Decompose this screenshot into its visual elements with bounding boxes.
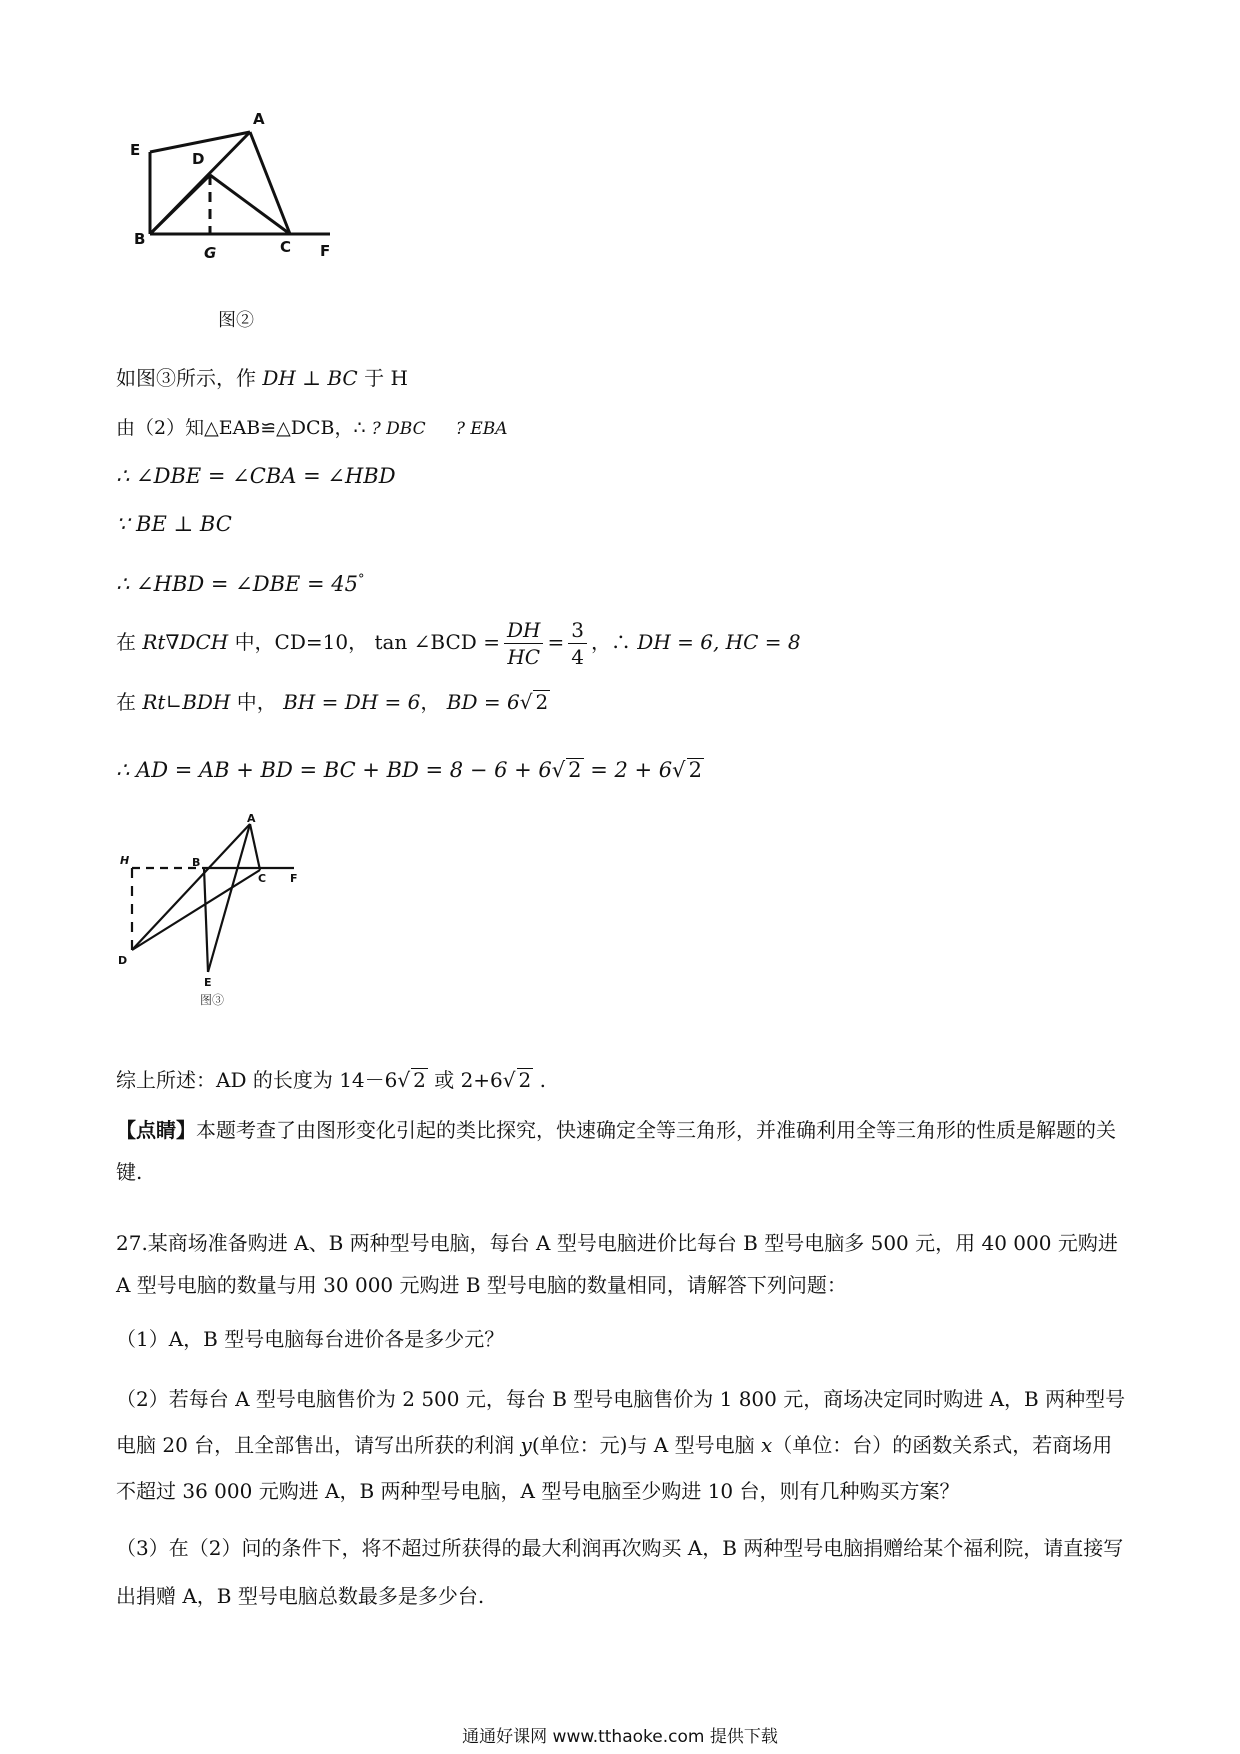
fig3-label-e: E bbox=[204, 976, 212, 989]
solution-line-2: 由（2）知△EAB≌△DCB，∴ ? DBC ? EBA bbox=[116, 417, 508, 439]
figure-2 bbox=[120, 110, 350, 270]
sqrt-sign: √ bbox=[502, 1068, 516, 1092]
fig2-label-a: A bbox=[253, 110, 265, 128]
fig2-label-d: D bbox=[192, 150, 205, 168]
fig2-caption: 图② bbox=[218, 310, 254, 331]
fig3-label-h: H bbox=[120, 854, 130, 867]
sqrt-sign: √ bbox=[519, 690, 533, 714]
sqrt-sign: √ bbox=[551, 758, 566, 782]
comment-tag: 【点睛】 bbox=[116, 1118, 196, 1142]
comment-paragraph: 【点睛】本题考查了由图形变化引起的类比探究，快速确定全等三角形，并准确利用全等三角形的性质是解题的关键. bbox=[116, 1118, 1116, 1184]
solution-line-6: 在 Rt∇DCH 中，CD=10， tan ∠BCD = $\frac{DH}{HC}$ = $\frac{3}{4}$ ，∴ DH = 6, HC = 8 bbox=[116, 618, 801, 669]
fig2-label-f: F bbox=[320, 242, 331, 260]
fig3-label-c: C bbox=[258, 872, 267, 885]
page-footer: 通通好课网 www.tthaoke.com 提供下载 bbox=[462, 1727, 778, 1747]
sqrt-sign: √ bbox=[672, 758, 686, 782]
figure-3 bbox=[112, 814, 312, 1014]
problem-27-stem: 27.某商场准备购进 A、B 两种型号电脑，每台 A 型号电脑进价比每台 B 型号电脑多 500 元，用 40 000 元购进 A 型号电脑的数量与用 30 000 元购进 B 型号电脑的数量相同，请解答下列问题： bbox=[116, 1231, 1118, 1297]
problem-27-question-2: （2）若每台 A 型号电脑售价为 2 500 元，每台 B 型号电脑售价为 1 800 元，商场决定同时购进 A，B 两种型号电脑 20 台，且全部售出，请写出所获的利润 y(单位：元)与 A 型号电脑 x（单位：台）的函数关系式，若商场用不超过 36 000 元购进 A，B 两种型号电脑，A 型号电脑至少购进 10 台，则有几种购买方案？ bbox=[116, 1387, 1126, 1503]
solution-line-8: ∴ AD = AB + BD = BC + BD = 8 − 6 + 6√ 2 = 2 + 6√ 2 bbox=[116, 758, 702, 782]
fig3-label-f: F bbox=[290, 872, 298, 885]
sqrt-sign: √ bbox=[397, 1068, 411, 1092]
fig2-label-b: B bbox=[134, 230, 146, 248]
solution-line-3: ∴ ∠DBE = ∠CBA = ∠HBD bbox=[116, 464, 396, 488]
fig3-caption: 图③ bbox=[200, 993, 225, 1007]
solution-line-7: 在 Rt∟BDH 中， BH = DH = 6， BD = 6√ 2 bbox=[116, 690, 549, 714]
fig2-label-c: C bbox=[280, 238, 292, 256]
solution-line-1: 如图③所示，作 DH ⊥ BC 于 H bbox=[116, 366, 408, 390]
fraction-dh-hc: $\frac{DH}{HC}$ bbox=[504, 617, 543, 670]
fig2-label-g: G bbox=[204, 244, 217, 262]
fig3-label-a: A bbox=[247, 814, 256, 825]
fig3-label-d: D bbox=[118, 954, 128, 967]
fig3-label-b: B bbox=[192, 856, 201, 869]
solution-line-5: ∴ ∠HBD = ∠DBE = 45° bbox=[116, 572, 365, 596]
problem-27-question-3: （3）在（2）问的条件下，将不超过所获得的最大利润再次购买 A，B 两种型号电脑捐赠给某个福利院，请直接写出捐赠 A，B 型号电脑总数最多是多少台. bbox=[116, 1536, 1124, 1608]
fig2-label-e: E bbox=[130, 141, 141, 159]
summary-line: 综上所述：AD 的长度为 14－6√ 2 或 2+6√ 2 . bbox=[116, 1068, 546, 1092]
solution-line-4: ∵ BE ⊥ BC bbox=[116, 512, 232, 536]
fraction-3-4: $\frac{3}{4}$ bbox=[568, 617, 587, 670]
problem-27-question-1: （1）A，B 型号电脑每台进价各是多少元？ bbox=[116, 1327, 505, 1351]
